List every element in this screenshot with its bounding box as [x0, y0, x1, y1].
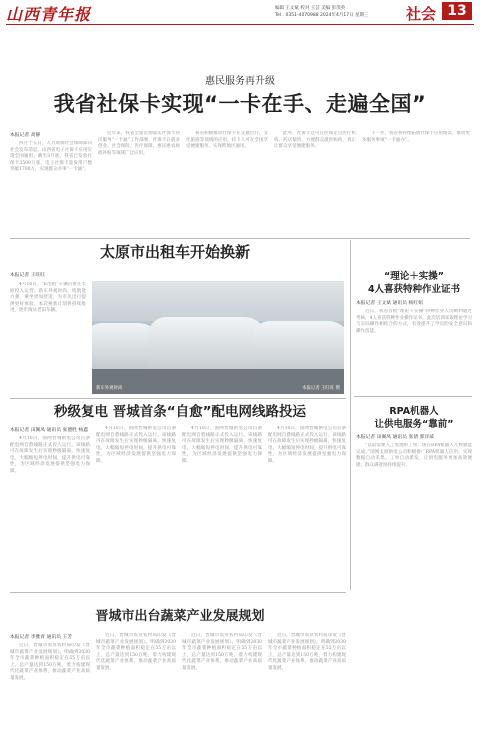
lead-kicker: 惠民服务再升级	[205, 76, 275, 87]
veg-column-2: 近日，晋城市农业农村局印发《晋城市蔬菜产业发展规划》，明确到2030年全市蔬菜种植面积稳定在55万亩以上，总产量达到150万吨，着力构建现代化蔬菜产业体系，推动蔬菜产业高质量发展。	[96, 633, 176, 671]
lead-headline: 我省社保卡实现“一卡在手、走遍全国”	[53, 92, 427, 116]
veg-column-4: 近日，晋城市农业农村局印发《晋城市蔬菜产业发展规划》，明确到2030年全市蔬菜种植面积稳定在55万亩以上，总产量达到150万吨，着力构建现代化蔬菜产业体系，推动蔬菜产业高质量发展。	[268, 633, 346, 671]
masthead	[0, 0, 480, 24]
grid-column-4: 4月10日，国网晋城供电公司首条配电网自愈线路正式投入运行。该线路可在故障发生后实现秒级隔离、快速复电，大幅缩短停电时间，提升供电可靠性，为区域经济发展提供坚强电力保障。	[268, 426, 346, 464]
section-name: 社会	[405, 5, 436, 23]
cert-headline-2: 4人喜获特种作业证书	[367, 284, 461, 295]
taxi-car-center	[148, 317, 268, 373]
veg-byline: 本报记者 李雅青 通讯员 王芳	[10, 635, 73, 640]
taxi-headline: 太原市出租车开始换新	[99, 243, 250, 261]
veg-column-3: 近日，晋城市农业农村局印发《晋城市蔬菜产业发展规划》，明确到2030年全市蔬菜种植面积稳定在55万亩以上，总产量达到150万吨，着力构建现代化蔬菜产业体系，推动蔬菜产业高质量发展。	[182, 633, 262, 671]
veg-column-1: 近日，晋城市农业农村局印发《晋城市蔬菜产业发展规划》，明确到2030年全市蔬菜种植面积稳定在55万亩以上，总产量达到150万吨，着力构建现代化蔬菜产业体系，推动蔬菜产业高质量发展。	[10, 643, 90, 681]
taxi-body: 4月16日，“E出租”车辆首批在太原投入运营。新车外观时尚，续航能力强，乘坐更加舒适，为市民出行提供更好体验。本次换新计划将持续推进，逐步淘汰老旧车辆。	[10, 282, 86, 314]
newspaper-logo: 山西青年报	[6, 5, 92, 24]
masthead-rule	[6, 24, 474, 25]
cert-byline: 本报记者 王文斌 通讯员 杨红娟	[356, 301, 423, 306]
grid-byline: 本报记者 田佩凤 通讯员 张德胜 杨鑫	[10, 428, 89, 433]
robot-headline-2: 让供电服务“靠前”	[374, 419, 454, 430]
section-divider	[10, 238, 470, 239]
taxi-photo	[92, 281, 344, 394]
column-divider	[350, 240, 351, 590]
photo-caption-left: 新车外观时尚	[96, 386, 123, 391]
lead-column-2: 近年来，我省全面贯彻落实社保卡居民服务“一卡通”工作部署，社保卡在就业创业、社会保险、医疗保障、惠民惠农财政补贴等领域广泛应用。	[98, 131, 180, 156]
grid-column-3: 4月10日，国网晋城供电公司首条配电网自愈线路正式投入运行。该线路可在故障发生后实现秒级隔离、快速复电，大幅缩短停电时间，提升供电可靠性，为区域经济发展提供坚强电力保障。	[182, 426, 262, 464]
section-divider-3	[354, 396, 472, 397]
taxi-car-right	[252, 321, 344, 371]
robot-headline-1: RPA机器人	[389, 406, 439, 417]
photo-sky	[92, 281, 344, 321]
cert-body: 近日，我省首批“理论＋实操”特种作业人员顺利通过考核，4人喜获特种作业操作证书。此次培训采取理论学习与实际操作相结合的方式，有效提升了学员的安全意识和操作技能。	[356, 309, 472, 334]
photo-credit: 本报记者 王旺旺 摄	[302, 386, 340, 391]
lead-column-1: 四月十五日，人力资源社会保障部向社会发布消息，山西省电子社保卡应用实现全国通用。截至3月底，我省已发放社保卡3500万张，电子社保卡签发用户数突破1700万，实现群众办事“一卡通”。	[10, 141, 92, 173]
section-divider-4	[10, 592, 346, 593]
veg-headline: 晋城市出台蔬菜产业发展规划	[95, 609, 265, 624]
cert-headline-1: “理论＋实操”	[384, 271, 444, 282]
grid-column-1: 4月10日，国网晋城供电公司首条配电网自愈线路正式投入运行。该线路可在故障发生后实现秒级隔离、快速复电，大幅缩短停电时间，提升供电可靠性，为区域经济发展提供坚强电力保障。	[10, 436, 90, 474]
lead-byline: 本报记者 高静	[10, 133, 41, 138]
date-info: Tel：0351-4070988 2024年4月17日 星期三	[275, 13, 369, 18]
page-number: 13	[442, 2, 472, 20]
section-divider-2	[10, 398, 346, 399]
grid-column-2: 4月10日，国网晋城供电公司首条配电网自愈线路正式投入运行。该线路可在故障发生后实现秒级隔离、快速复电，大幅缩短停电时间，提升供电可靠性，为区域经济发展提供坚强电力保障。	[96, 426, 176, 464]
lead-column-5: 下一步，我省将持续拓展社保卡应用场景，推动更多服务事项“一卡通办”。	[362, 131, 470, 143]
lead-column-3: 我省积极推动社保卡在交通出行、文化旅游等领域的应用。持卡人可在全国享受便捷服务，实现跨地区通用。	[186, 131, 268, 150]
grid-headline: 秒级复电 晋城首条“自愈”配电网线路投运	[54, 404, 306, 420]
taxi-byline: 本报记者 王旺旺	[10, 273, 46, 278]
editor-info: 编辑 王文斌 校对 王芸 美编 彭茂英	[275, 6, 346, 11]
lead-column-4: 此外，社保卡还可在医保定点医疗机构、药店使用，方便群众就医购药，真正让群众享受便捷服务。	[274, 131, 356, 150]
robot-byline: 本报记者 田佩凤 通讯员 张倩 郭洋威	[356, 435, 435, 440]
robot-body: “以前需要人工处理的工单，现在RPA机器人几秒就能完成。”国网太原供电公司积极推广RPA机器人应用，实现数据自动采集、工单自动派发，让供电服务更加高效便捷，群众满意度持续提升。	[356, 443, 472, 468]
